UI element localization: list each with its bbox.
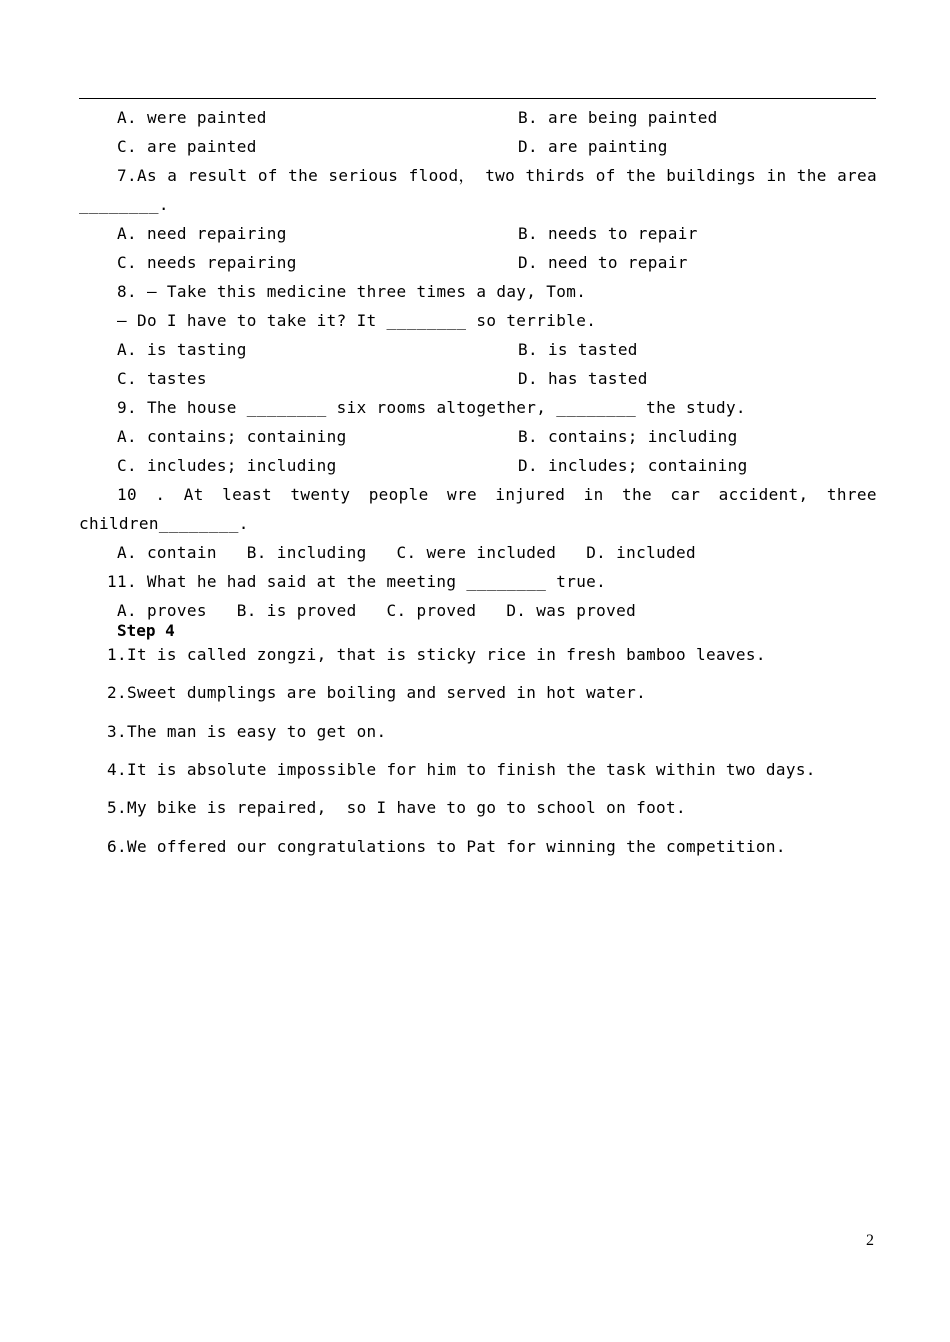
q10-word: . [155,485,166,504]
step4-item-3: 3.The man is easy to get on. [107,722,387,741]
q10-word: injured [495,485,566,504]
q9-option-c: C. includes; including [117,456,337,475]
q10-stem-line1 [117,484,877,506]
q7-word: of [595,166,616,185]
q6-option-c: C. are painted [117,137,257,156]
step4-heading: Step 4 [117,621,175,640]
q7-word: buildings [666,166,757,185]
q7-option-c: C. needs repairing [117,253,297,272]
q6-option-d: D. are painting [518,137,668,156]
q7-word: of [257,166,278,185]
q10-word: least [222,485,273,504]
q10-word: car [670,485,701,504]
q10-word: in [583,485,604,504]
q7-word: 7.As [117,166,157,185]
q8-stem-line1: 8. — Take this medicine three times a day, Tom. [117,282,587,301]
q7-option-a: A. need repairing [117,224,287,243]
q8-option-d: D. has tasted [518,369,648,388]
q7-word: the [288,166,319,185]
q10-stem-line2: children________. [79,514,249,533]
q7-word: in [766,166,787,185]
q7-word: serious [328,166,399,185]
q10-word: At [183,485,204,504]
q6-option-b: B. are being painted [518,108,718,127]
q10-word: three [826,485,877,504]
page-number: 2 [866,1232,874,1249]
q9-option-a: A. contains; containing [117,427,347,446]
step4-item-4: 4.It is absolute impossible for him to finish the task within two days. [107,760,816,779]
q10-options: A. contain B. including C. were included D. included [117,543,697,562]
q10-word: wre [447,485,477,504]
q9-stem: 9. The house ________ six rooms altogether, ________ the study. [117,398,746,417]
q11-options: A. proves B. is proved C. proved D. was proved [117,601,637,620]
q7-option-d: D. need to repair [518,253,688,272]
q9-option-b: B. contains; including [518,427,738,446]
q7-stem-line2: ________. [79,195,169,214]
q7-word: two [485,166,516,185]
q7-option-b: B. needs to repair [518,224,698,243]
q7-word: thirds [525,166,586,185]
q7-stem-line1 [117,165,877,187]
step4-item-2: 2.Sweet dumplings are boiling and served in hot water. [107,683,647,702]
q10-word: 10 [117,485,137,504]
header-rule [79,98,876,99]
q7-word: the [796,166,827,185]
q8-option-b: B. is tasted [518,340,638,359]
step4-item-5: 5.My bike is repaired, so I have to go to school on foot. [107,798,687,817]
q11-stem: 11. What he had said at the meeting ________ true. [107,572,607,591]
q10-word: accident, [718,485,809,504]
q8-stem-line2: — Do I have to take it? It ________ so terrible. [117,311,597,330]
q7-word: result [187,166,248,185]
q7-word: the [626,166,656,185]
q8-option-c: C. tastes [117,369,207,388]
step4-item-1: 1.It is called zongzi, that is sticky rice in fresh bamboo leaves. [107,645,766,664]
step4-item-6: 6.We offered our congratulations to Pat for winning the competition. [107,837,786,856]
q7-word: area [837,166,877,185]
q10-word: the [621,485,652,504]
q8-option-a: A. is tasting [117,340,247,359]
q7-word: flood， [408,166,475,185]
q7-word: a [167,166,178,185]
q10-word: people [368,485,429,504]
q10-word: twenty [290,485,351,504]
q9-option-d: D. includes; containing [518,456,748,475]
q6-option-a: A. were painted [117,108,267,127]
